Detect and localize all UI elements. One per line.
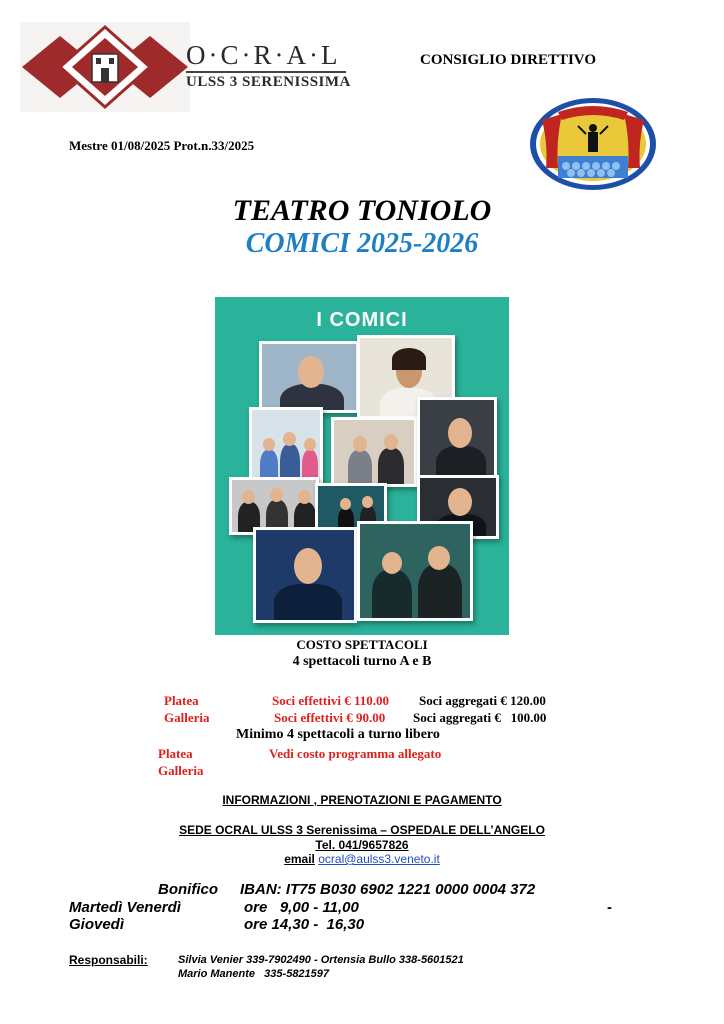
ocral-name: O·C·R·A·L xyxy=(186,40,341,70)
email-link[interactable]: ocral@aulss3.veneto.it xyxy=(318,852,440,866)
page-subtitle: COMICI 2025-2026 xyxy=(245,228,479,259)
free-label-galleria: Galleria xyxy=(158,763,204,778)
hours-line-2: ore 14,30 - 16,30 xyxy=(244,916,365,933)
price-row-label: Galleria xyxy=(164,710,210,725)
dash-mark: - xyxy=(607,899,612,916)
responsabili-label: Responsabili: xyxy=(69,953,148,967)
poster-photo xyxy=(259,341,359,413)
bonifico-label: Bonifico xyxy=(158,881,218,898)
info-heading: INFORMAZIONI , PRENOTAZIONI E PAGAMENTO xyxy=(222,793,502,807)
iban-line: IBAN: IT75 B030 6902 1221 0000 0004 372 xyxy=(240,881,536,898)
poster-photo xyxy=(357,521,473,621)
package-line: 4 spettacoli turno A e B xyxy=(292,654,432,669)
poster-photo xyxy=(331,417,417,487)
poster-heading: I COMICI xyxy=(316,309,408,331)
theatre-stage-icon xyxy=(528,96,658,192)
days-line-1: Martedì Venerdì xyxy=(69,899,181,916)
protocol-line: Mestre 01/08/2025 Prot.n.33/2025 xyxy=(69,138,255,153)
price-row-label: Platea xyxy=(164,693,199,708)
poster-photo xyxy=(253,527,357,623)
price-effettivi: Soci effettivi € 110.00 xyxy=(272,693,389,708)
logo-divider xyxy=(186,71,346,73)
page-title: TEATRO TONIOLO xyxy=(232,194,492,227)
responsabili-line-2: Mario Manente 335-5821597 xyxy=(178,968,330,980)
responsabili-line-1: Silvia Venier 339-7902490 - Ortensia Bullo 338-5601521 xyxy=(178,954,464,966)
ocral-subtitle: ULSS 3 SERENISSIMA xyxy=(186,74,351,90)
free-label-platea: Platea xyxy=(158,746,193,761)
price-aggregati: Soci aggregati € 100.00 xyxy=(413,710,547,725)
email-label: email xyxy=(284,852,315,866)
price-aggregati: Soci aggregati € 120.00 xyxy=(419,693,546,708)
days-line-2: Giovedì xyxy=(69,916,125,933)
minimum-line: Minimo 4 spettacoli a turno libero xyxy=(236,727,440,742)
poster-photo xyxy=(417,397,497,479)
hours-line-1: ore 9,00 - 11,00 xyxy=(244,899,359,916)
ocral-emblem-icon xyxy=(20,22,190,112)
email-line xyxy=(0,852,724,866)
council-heading: CONSIGLIO DIRETTIVO xyxy=(420,52,596,68)
costs-heading: COSTO SPETTACOLI xyxy=(296,637,428,652)
phone-line: Tel. 041/9657826 xyxy=(315,838,409,852)
price-effettivi: Soci effettivi € 90.00 xyxy=(274,710,386,725)
free-note: Vedi costo programma allegato xyxy=(269,746,442,761)
sede-line: SEDE OCRAL ULSS 3 Serenissima – OSPEDALE DELL’ANGELO xyxy=(179,823,545,837)
comedians-poster xyxy=(215,297,509,635)
